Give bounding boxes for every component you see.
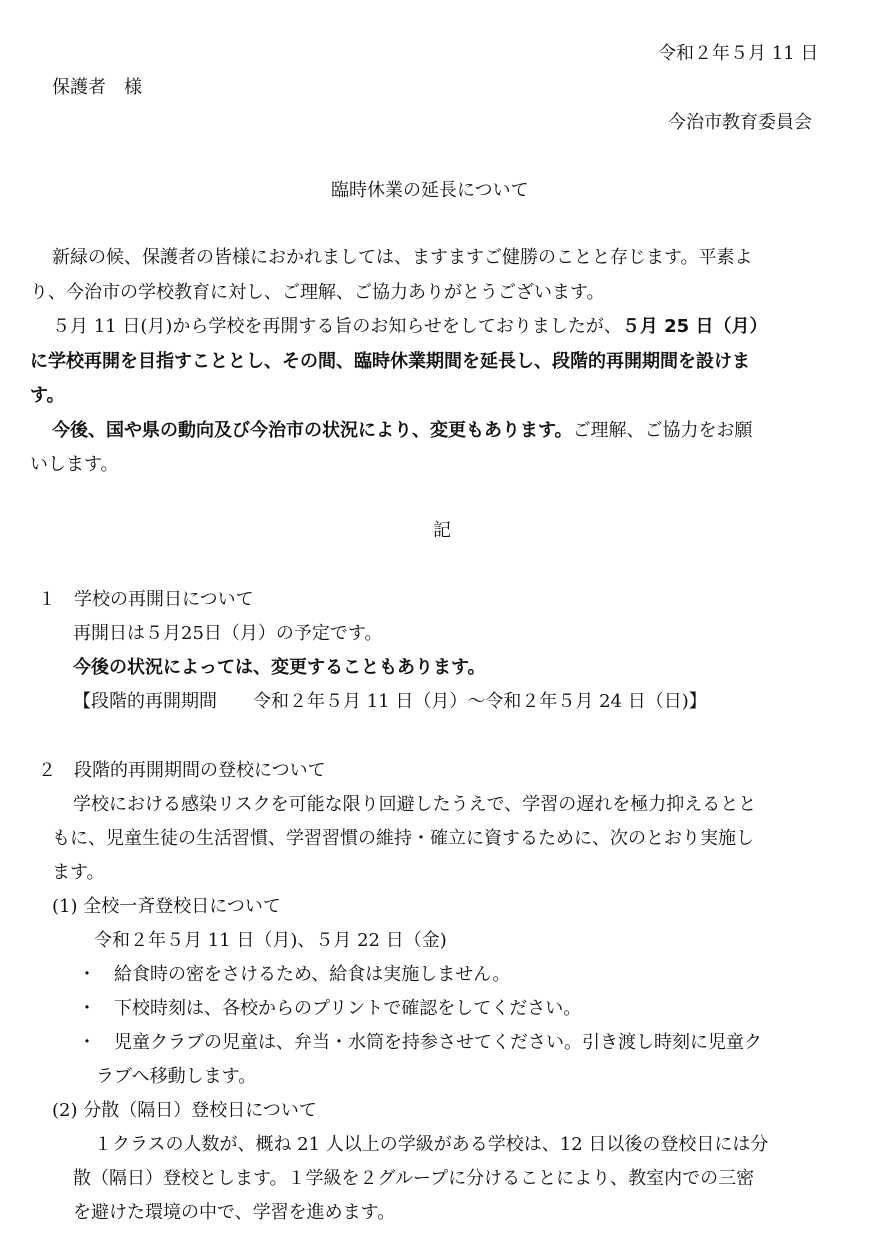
intro-p2-line1-text: ５月 11 日(月)から学校を再開する旨のお知らせをしておりましたが、 bbox=[52, 316, 622, 337]
sub2-line3: を避けた環境の中で、学習を進めます。 bbox=[73, 1202, 396, 1223]
intro-p2-reopen-date: ５月 25 日（月） bbox=[621, 316, 768, 337]
intro-p1-line1: 新緑の候、保護者の皆様におかれましては、ますますご健勝のことと存じます。平素よ bbox=[52, 247, 753, 268]
intro-p2-line3: す。 bbox=[30, 385, 65, 406]
intro-p2-line1 bbox=[52, 318, 767, 336]
section2-p-line2: もに、児童生徒の生活習慣、学習習慣の維持・確立に資するために、次のとおり実施し bbox=[52, 828, 754, 849]
section2-heading: ２ 段階的再開期間の登校について bbox=[38, 760, 326, 781]
intro-p3-line1 bbox=[52, 422, 753, 440]
intro-p2-line2: に学校再開を目指すこととし、その間、臨時休業期間を延長し、段階的再開期間を設けま bbox=[30, 351, 750, 372]
section1-line2: 今後の状況によっては、変更することもあります。 bbox=[73, 657, 486, 678]
intro-p3-text: ご理解、ご協力をお願 bbox=[572, 420, 753, 441]
section1-line1: 再開日は５月25日（月）の予定です。 bbox=[73, 623, 383, 644]
recipient: 保護者 様 bbox=[52, 77, 142, 98]
sub1-bullet-3-cont: ラブへ移動します。 bbox=[96, 1066, 257, 1087]
sender: 今治市教育委員会 bbox=[668, 112, 812, 133]
sub2-line2: 散（隔日）登校とします。１学級を２グループに分けることにより、教室内での三密 bbox=[73, 1168, 755, 1189]
sub2-line1: １クラスの人数が、概ね 21 人以上の学級がある学校は、12 日以後の登校日には分 bbox=[94, 1134, 769, 1155]
intro-p1-line2: り、今治市の学校教育に対し、ご理解、ご協力ありがとうございます。 bbox=[30, 282, 605, 303]
sub2-heading: (2) 分散（隔日）登校日について bbox=[52, 1100, 317, 1121]
section1-line3: 【段階的再開期間 令和２年５月 11 日（月）～令和２年５月 24 日（日)】 bbox=[73, 691, 707, 712]
sub1-bullet-1: ・ 給食時の密をさけるため、給食は実施しません。 bbox=[78, 964, 511, 985]
intro-p3-line2: いします。 bbox=[30, 454, 119, 475]
document-title: 臨時休業の延長について bbox=[331, 180, 529, 201]
section2-p-line3: ます。 bbox=[52, 862, 105, 883]
date: 令和２年５月 11 日 bbox=[658, 43, 819, 64]
section2-p-line1: 学校における感染リスクを可能な限り回避したうえで、学習の遅れを極力抑えるとと bbox=[73, 794, 757, 815]
intro-p3-bold: 今後、国や県の動向及び今治市の状況により、変更もあります。 bbox=[52, 420, 573, 441]
ki-marker: 記 bbox=[433, 520, 451, 541]
sub1-bullet-3: ・ 児童クラブの児童は、弁当・水筒を持参させてください。引き渡し時刻に児童ク bbox=[78, 1032, 762, 1053]
section1-heading: １ 学校の再開日について bbox=[38, 589, 254, 610]
sub1-dates: 令和２年５月 11 日（月)、５月 22 日（金) bbox=[94, 930, 447, 951]
sub1-heading: (1) 全校一斉登校日について bbox=[52, 896, 281, 917]
sub1-bullet-2: ・ 下校時刻は、各校からのプリントで確認をしてください。 bbox=[78, 998, 582, 1019]
